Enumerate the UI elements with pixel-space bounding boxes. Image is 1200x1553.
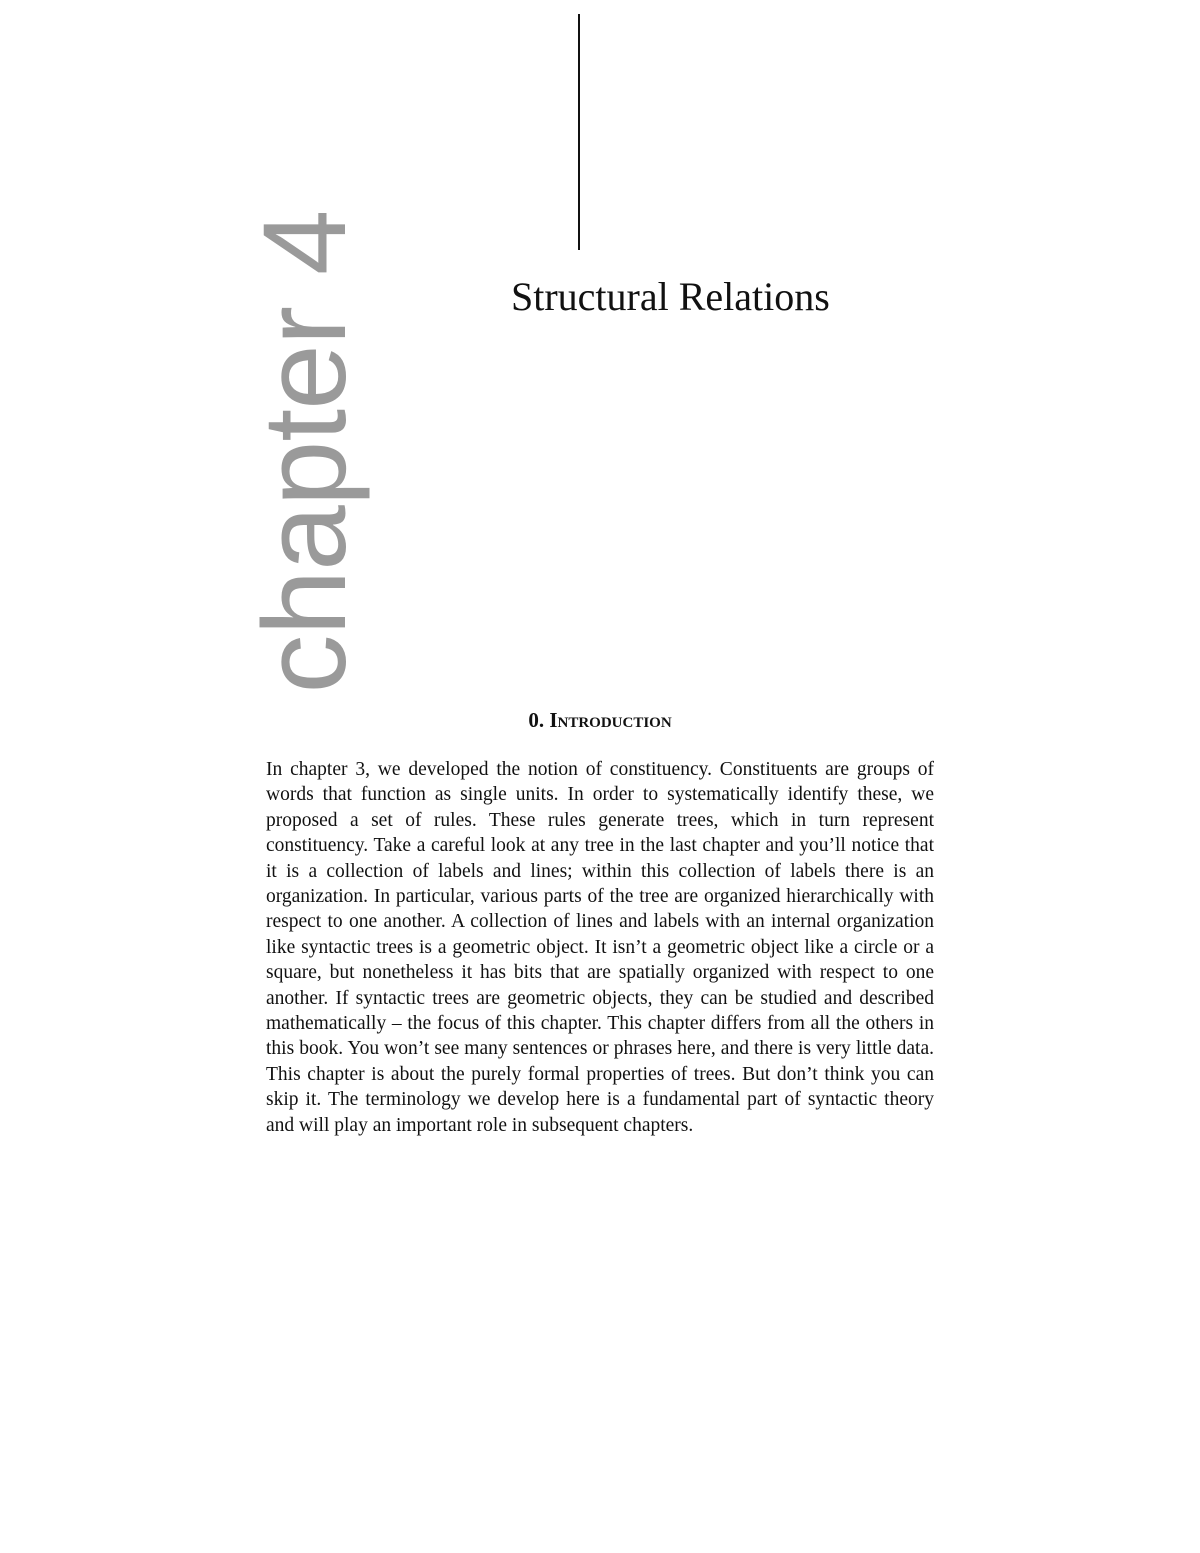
chapter-title: Structural Relations xyxy=(511,274,830,319)
section-number: 0. xyxy=(528,708,545,732)
section-heading xyxy=(266,707,934,733)
section-title: Introduction xyxy=(549,708,672,732)
vertical-rule xyxy=(578,14,580,250)
body-paragraph: In chapter 3, we developed the notion of constituency. Constituents are groups of words that function as single units. In order to systematically identify these, we proposed a set of rules. These rules generate trees, which in turn represent constituency. Take a careful look at any tree in the last chapter and you’ll notice that it is a collection of labels and lines; within this collection of labels there is an organization. In particular, various parts of the tree are organized hierarchically with respect to one another. A collection of lines and labels with an internal organization like syntactic trees is a geometric object. It isn’t a geometric object like a circle or a square, but nonetheless it has bits that are spatially organized with respect to one another. If syntactic trees are geometric objects, they can be studied and described mathematically – the focus of this chapter. This chapter differs from all the others in this book. You won’t see many sentences or phrases here, and there is very little data. This chapter is about the purely formal properties of trees. But don’t think you can skip it. The terminology we develop here is a fundamental part of syntactic theory and will play an important role in subsequent chapters. xyxy=(266,759,934,1136)
chapter-number-label: chapter 4 xyxy=(239,210,371,694)
